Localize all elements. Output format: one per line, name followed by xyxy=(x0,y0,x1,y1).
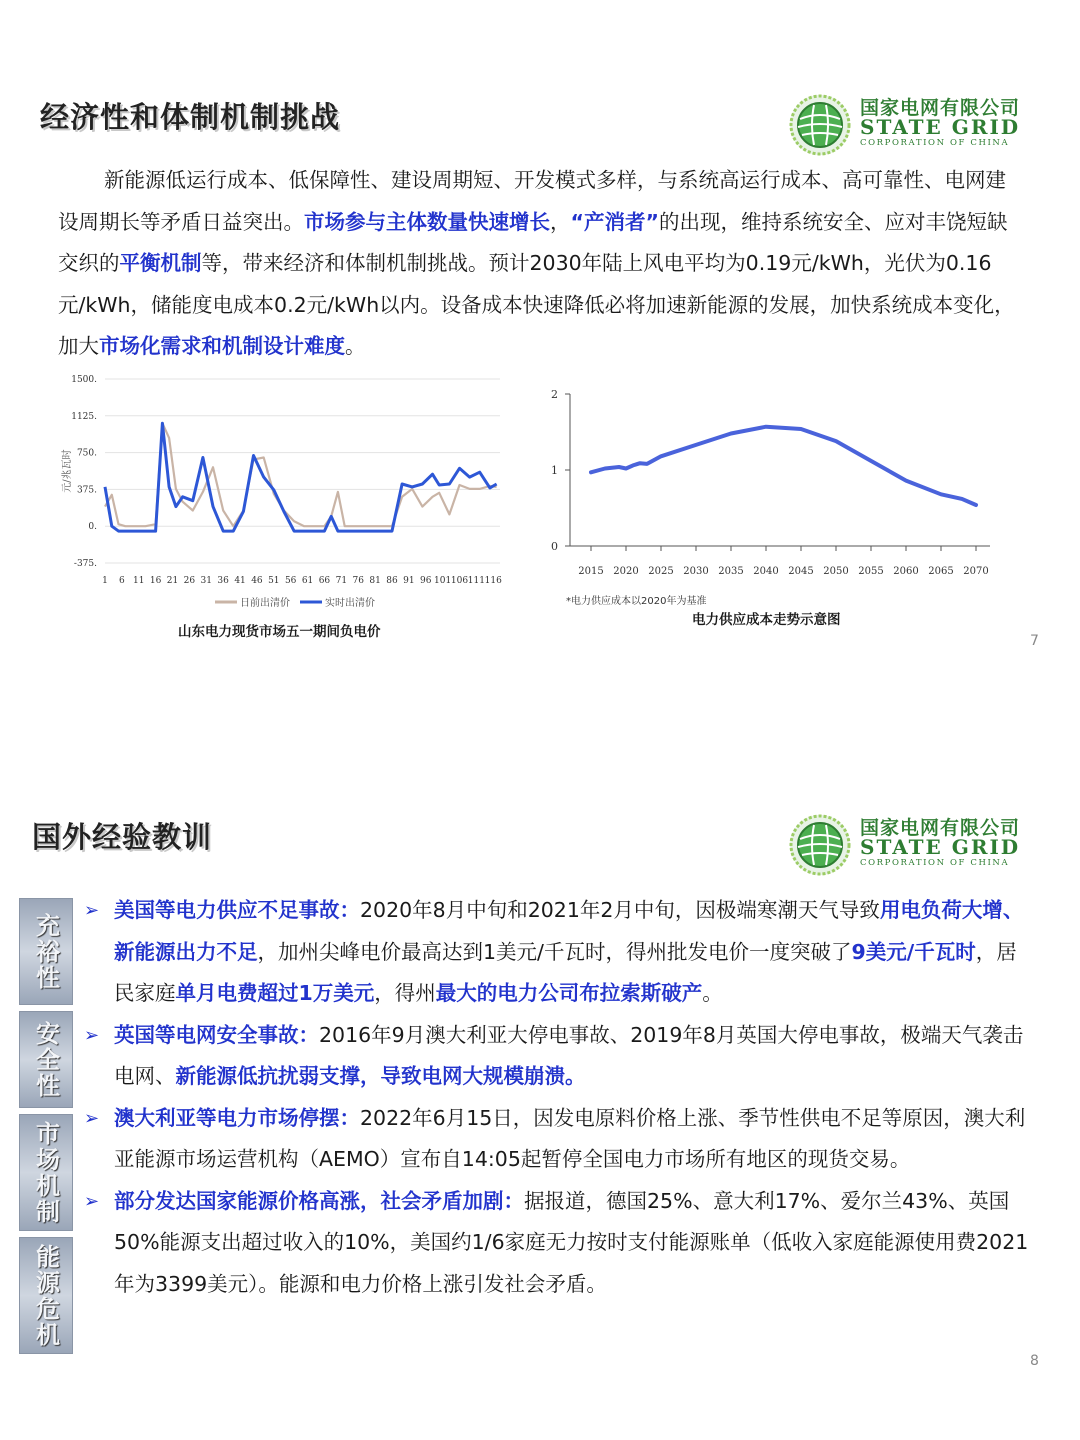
highlight-text: 平衡机制 xyxy=(119,251,202,275)
x-tick-label: 6 xyxy=(119,576,125,586)
sidebar-tag-label: 充裕性 xyxy=(31,912,60,991)
x-tick-label: 61 xyxy=(301,576,314,586)
x-tick-label: 31 xyxy=(200,576,213,586)
state-grid-emblem-icon xyxy=(784,805,856,877)
x-tick-label: 116 xyxy=(484,576,502,586)
sidebar-tag-market-mechanism xyxy=(19,1114,73,1231)
x-tick-label: 2055 xyxy=(858,566,884,577)
x-tick-label: 91 xyxy=(403,576,415,586)
highlight-text: 市场化需求和机制设计难度 xyxy=(99,334,345,358)
slide-title: 经济性和体制机制挑战 xyxy=(40,100,341,134)
highlight-text: 单月电费超过1万美元 xyxy=(175,981,375,1005)
logo-chinese-name: 国家电网有限公司 xyxy=(860,97,1021,119)
arrow-bullet-icon: ➢ xyxy=(84,1107,100,1129)
text-run: 。 xyxy=(345,334,366,358)
state-grid-logo xyxy=(784,85,1024,165)
text-run: 新能源低运行成本、低保障性、建设周期短、开发模式多样，与系统高运行成本、高可靠性、电网建设周期长等矛盾日益突出。 xyxy=(58,168,1006,234)
bullet-supply-shortage xyxy=(84,890,1034,1015)
bullet-text xyxy=(114,1106,1025,1172)
highlight-text: 市场参与主体数量快速增长 xyxy=(304,209,550,234)
x-tick-label: 2020 xyxy=(613,566,639,577)
highlight-text: 9美元/千瓦时 xyxy=(851,939,976,964)
highlight-text: 用电负荷大增、新能源出力不足 xyxy=(114,898,1024,964)
bullet-market-suspension xyxy=(84,1098,1034,1181)
x-tick-label: 41 xyxy=(234,576,246,586)
logo-english-name: STATE GRID xyxy=(860,115,1021,139)
x-tick-label: 71 xyxy=(335,576,348,586)
sidebar-tag-label: 能源危机 xyxy=(31,1243,60,1348)
x-tick-label: 2025 xyxy=(648,566,674,577)
x-tick-label: 36 xyxy=(217,576,229,586)
legend-label: 实时出清价 xyxy=(325,598,375,609)
x-tick-label: 2015 xyxy=(578,566,604,577)
x-tick-label: 111 xyxy=(467,576,485,586)
highlight-text: 部分发达国家能源价格高涨，社会矛盾加剧： xyxy=(114,1188,524,1213)
logo-chinese-name: 国家电网有限公司 xyxy=(860,817,1021,839)
supply-cost-trend-chart xyxy=(530,380,1010,590)
sidebar-tag-label: 市场机制 xyxy=(31,1120,60,1225)
arrow-bullet-icon: ➢ xyxy=(84,1024,100,1046)
highlight-text: “产消者” xyxy=(570,209,659,234)
page-number: 7 xyxy=(1030,633,1039,649)
x-tick-label: 81 xyxy=(369,576,381,586)
logo-english-name: STATE GRID xyxy=(860,835,1021,859)
bullet-grid-security xyxy=(84,1015,1034,1098)
x-tick-label: 2065 xyxy=(928,566,954,577)
text-run: 等，带来经济和体制机制挑战。预计2030年陆上风电平均为0.19元/kWh，光伏为0.16元/kWh，储能度电成本0.2元/kWh以内。设备成本快速降低必将加速新能源的发展，加快系统成本变化，加大 xyxy=(58,251,1015,358)
highlight-text: 美国等电力供应不足事故： xyxy=(114,898,360,922)
bullet-text xyxy=(114,898,1023,1005)
x-tick-label: 86 xyxy=(386,576,398,586)
x-tick-label: 56 xyxy=(284,576,297,586)
x-tick-label: 11 xyxy=(133,576,145,586)
x-tick-label: 76 xyxy=(352,576,364,586)
text-run: 2016年9月澳大利亚大停电事故、2019年8月英国大停电事故，极端天气袭击电网、 xyxy=(114,1022,1024,1088)
negative-price-chart xyxy=(50,365,510,615)
series-line-supply-cost xyxy=(591,427,976,505)
x-tick-label: 2045 xyxy=(788,566,814,577)
sidebar-tag-label: 安全性 xyxy=(31,1020,60,1099)
sidebar-tag-adequacy xyxy=(19,898,73,1005)
text-run: 2020年8月中旬和2021年2月中旬，因极端寒潮天气导致 xyxy=(360,898,880,922)
slide-economy-challenges xyxy=(0,0,1080,700)
y-tick-label: -375. xyxy=(73,559,97,569)
state-grid-emblem-icon xyxy=(784,85,856,157)
y-axis-label: 元/兆瓦时 xyxy=(62,449,73,493)
state-grid-logo xyxy=(784,805,1024,885)
x-tick-label: 101 xyxy=(434,576,452,586)
text-run: ， xyxy=(550,209,571,234)
x-tick-label: 2040 xyxy=(753,566,779,577)
text-run: 。 xyxy=(702,981,723,1005)
x-tick-label: 2060 xyxy=(893,566,919,577)
y-tick-label: 0 xyxy=(551,540,558,553)
page-number: 8 xyxy=(1030,1353,1039,1369)
y-tick-label: 1 xyxy=(551,464,558,477)
x-tick-label: 51 xyxy=(268,576,280,586)
chart2-note: *电力供应成本以2020年为基准 xyxy=(566,596,707,607)
x-tick-label: 2050 xyxy=(823,566,849,577)
y-tick-label: 750. xyxy=(76,448,97,459)
highlight-text: 新能源低抗扰弱支撑，导致电网大规模崩溃。 xyxy=(175,1064,586,1088)
x-tick-label: 2030 xyxy=(683,566,709,577)
paragraph-runs xyxy=(58,168,1015,358)
text-run: ，居民家庭 xyxy=(114,939,1017,1005)
y-tick-label: 1500. xyxy=(71,375,97,385)
arrow-bullet-icon: ➢ xyxy=(84,1190,100,1212)
y-tick-label: 1125. xyxy=(71,411,97,422)
x-tick-label: 16 xyxy=(149,576,162,586)
text-run: 的出现，维持系统安全、应对丰饶短缺交织的 xyxy=(58,209,1008,275)
x-tick-label: 2070 xyxy=(963,566,989,577)
highlight-text: 英国等电网安全事故： xyxy=(114,1022,319,1047)
sidebar-tag-energy-crisis xyxy=(19,1237,73,1354)
slide-title: 国外经验教训 xyxy=(32,820,213,854)
series-line-realtime xyxy=(105,423,497,531)
x-tick-label: 1 xyxy=(102,576,108,586)
x-tick-label: 106 xyxy=(450,576,469,586)
x-tick-label: 66 xyxy=(318,576,331,586)
text-run: ，得州 xyxy=(374,981,436,1005)
legend-label: 日前出清价 xyxy=(240,598,290,609)
highlight-text: 澳大利亚等电力市场停摆： xyxy=(114,1105,360,1130)
y-tick-label: 0. xyxy=(88,522,97,533)
text-run: ，加州尖峰电价最高达到1美元/千瓦时，得州批发电价一度突破了 xyxy=(257,939,852,964)
slide-foreign-lessons xyxy=(0,720,1080,1420)
body-paragraph xyxy=(58,160,1020,368)
x-tick-label: 2035 xyxy=(718,566,744,577)
x-tick-label: 96 xyxy=(419,576,432,586)
logo-subtitle: CORPORATION OF CHINA xyxy=(860,858,1010,868)
logo-subtitle: CORPORATION OF CHINA xyxy=(860,138,1010,148)
text-run: 据报道，德国25%、意大利17%、爱尔兰43%、英国50%能源支出超过收入的10%，美国约1/6家庭无力按时支付能源账单（低收入家庭能源使用费2021年为3399美元）。能源和电力价格上涨引发社会矛盾。 xyxy=(114,1188,1029,1296)
x-tick-label: 21 xyxy=(166,576,179,586)
y-tick-label: 375. xyxy=(76,485,97,496)
chart1-caption: 山东电力现货市场五一期间负电价 xyxy=(178,624,381,640)
text-run: 2022年6月15日，因发电原料价格上涨、季节性供电不足等原因，澳大利亚能源市场运营机构（AEMO）宣布自14:05起暂停全国电力市场所有地区的现货交易。 xyxy=(114,1105,1026,1171)
x-tick-label: 46 xyxy=(251,576,263,586)
bullet-text xyxy=(114,1023,1023,1089)
lessons-bullet-list xyxy=(84,890,1034,1305)
arrow-bullet-icon: ➢ xyxy=(84,900,100,921)
sidebar-tag-security xyxy=(19,1011,73,1108)
x-tick-label: 26 xyxy=(183,576,196,586)
highlight-text: 最大的电力公司布拉索斯破产 xyxy=(435,981,703,1005)
bullet-energy-price xyxy=(84,1181,1034,1306)
bullet-text xyxy=(114,1189,1028,1296)
y-tick-label: 2 xyxy=(551,388,558,401)
chart2-caption: 电力供应成本走势示意图 xyxy=(692,612,841,628)
